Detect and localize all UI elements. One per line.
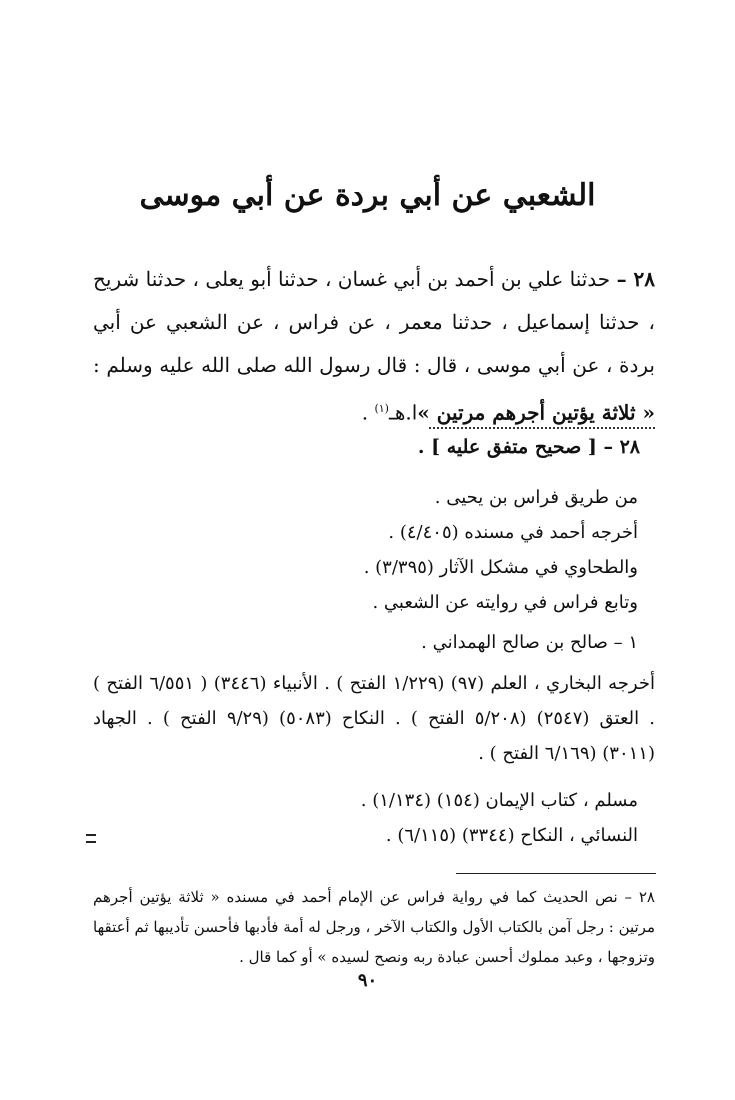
hadith-ending: ا.هـ [388,400,418,425]
hadith-text [93,258,655,435]
takhrij-line: أخرجه أحمد في مسنده (٤/٤٠٥) . [388,522,638,543]
footnote-rule [456,873,656,874]
grading-label: ٢٨ – [ صحيح متفق عليه ] . [417,436,640,458]
page-number: ٩٠ [357,970,378,991]
hadith-number: ٢٨ – [616,267,656,291]
footnote-reference: (١) [374,402,389,415]
hadith-end-dot: . [361,400,375,425]
takhrij-sub-heading: ١ – صالح بن صالح الهمداني . [421,632,638,653]
takhrij-line: والطحاوي في مشكل الآثار (٣/٣٩٥) . [363,557,638,578]
dotted-separator [429,427,655,429]
footnote: ٢٨ – نص الحديث كما في رواية فراس عن الإمام أحمد في مسنده « ثلاثة يؤتين أجرهم مرتين : رجل آمن بالكتاب الأول والكتاب الآخر ، ورجل له أمة فأدبها فأحسن تأديبها ثم أعتقها وتزوجها ، وعبد مملوك أحسن عبادة ربه ونصح لسيده » أو كما قال . [93,888,655,966]
takhrij-line: من طريق فراس بن يحيى . [434,487,638,508]
other-references [93,783,638,853]
hadith-quote: « ثلاثة يؤتين أجرهم مرتين » [417,400,655,425]
reference-line: النسائي ، النكاح (٣٣٤٤) (٦/١١٥) . [385,825,638,846]
takhrij-line: وتابع فراس في روايته عن الشعبي . [372,592,638,613]
hadith-narration: حدثنا علي بن أحمد بن أبي غسان ، حدثنا أبو يعلى ، حدثنا شريح ، حدثنا إسماعيل ، حدثنا معمر ، عن فراس ، عن الشعبي عن أبي بردة ، عن أبي موسى ، قال : قال رسول الله صلى الله عليه وسلم : [93,267,655,377]
takhrij-lines [93,480,638,620]
reference-line: مسلم ، كتاب الإيمان (١٥٤) (١/١٣٤) . [360,790,638,811]
chapter-heading: الشعبي عن أبي بردة عن أبي موسى [139,178,596,213]
bukhari-references: أخرجه البخاري ، العلم (٩٧) (١/٢٢٩ الفتح ) . الأنبياء (٣٤٤٦) ( ٦/٥٥١ الفتح ) . العتق (٢٥٤٧) (٥/٢٠٨ الفتح ) . النكاح (٥٠٨٣) (٩/٢٩ الفتح ) . الجهاد (٣٠١١) (٦/١٦٩ الفتح ) . [93,673,655,764]
margin-mark [86,834,96,843]
